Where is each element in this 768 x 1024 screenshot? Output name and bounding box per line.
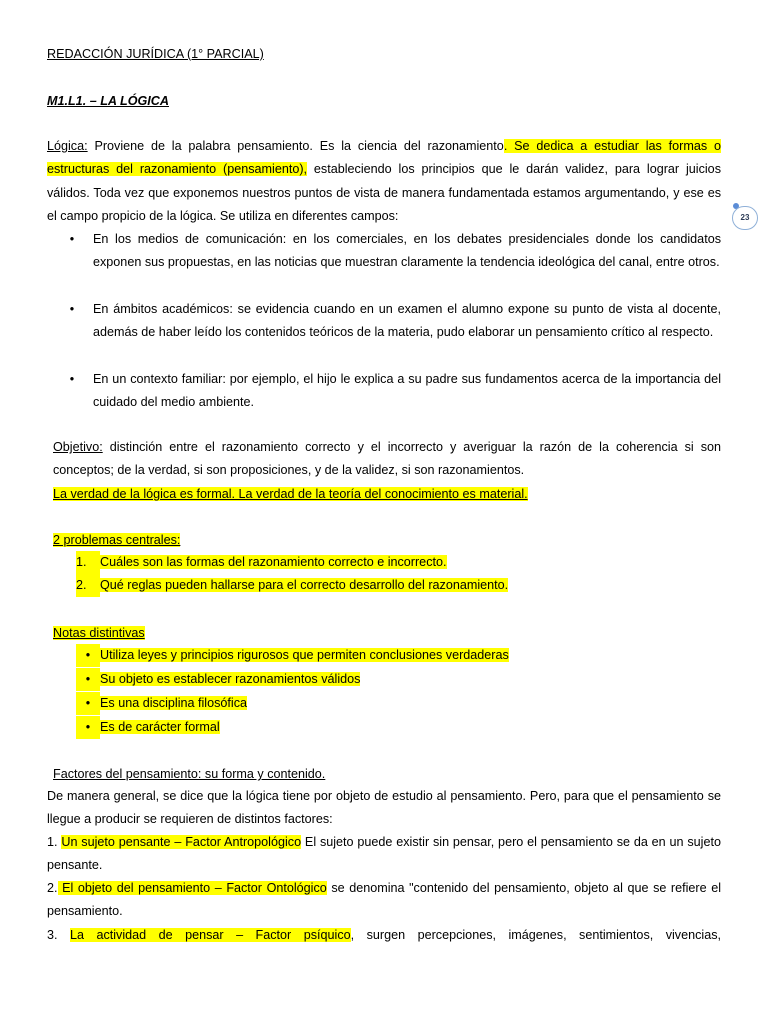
logica-text-2: estableciendo los principios que le darán validez, para lograr juicios válidos. Toda vez que exponemos nuestros puntos de vista de manera fundamentada estamos argumentando, y ese es el campo propicio de la lógica. Se utiliza en diferentes campos:: [47, 162, 721, 223]
verdad-text: La verdad de la lógica es formal. La verdad de la teoría del conocimiento es material.: [53, 487, 528, 501]
notas-title-text: Notas distintivas: [53, 626, 145, 640]
logica-highlight: . Se dedica a estudiar las formas o estructuras del razonamiento (pensamiento),: [47, 139, 721, 177]
factor-highlight: El objeto del pensamiento – Factor Ontológico: [57, 881, 327, 895]
objetivo-text: distinción entre el razonamiento correcto y el incorrecto y averiguar la razón de la coherencia si son conceptos; de la verdad, si son proposiciones, y de la validez, si son razonamientos.: [53, 440, 721, 478]
factores-title: [53, 766, 325, 782]
factores-intro-text: De manera general, se dice que la lógica tiene por objeto de estudio al pensamiento. Pero, para que el pensamiento se llegue a producir se requieren de distintos factores:: [47, 789, 721, 827]
page-badge: 23: [732, 206, 758, 230]
module-text: M1.L1. – LA LÓGICA: [47, 94, 169, 108]
objetivo-paragraph: [53, 436, 721, 483]
module-heading: [47, 93, 169, 109]
nota-text: Es de carácter formal: [100, 720, 220, 734]
factor-highlight: Un sujeto pensante – Factor Antropológico: [61, 835, 302, 849]
nota-item-2: [76, 668, 360, 691]
bullet-icon: •: [76, 692, 100, 715]
campo-text: En un contexto familiar: por ejemplo, el hijo le explica a su padre sus fundamentos acerca de la importancia del cuidado del medio ambiente.: [93, 372, 721, 410]
factor-number: 2.: [47, 881, 58, 895]
logica-paragraph: [47, 135, 721, 228]
logica-label: Lógica:: [47, 139, 88, 153]
problema-text: Cuáles son las formas del razonamiento correcto e incorrecto.: [100, 555, 447, 569]
nota-text: Es una disciplina filosófica: [100, 696, 248, 710]
bullet-icon: •: [76, 668, 100, 691]
nota-text: Utiliza leyes y principios rigurosos que permiten conclusiones verdaderas: [100, 648, 509, 662]
problema-number: 1.: [76, 551, 100, 574]
bullet-icon: •: [69, 302, 75, 316]
document-title: [47, 46, 264, 62]
logica-text-1: Proviene de la palabra pensamiento. Es la ciencia del razonamiento: [87, 139, 504, 153]
problema-item-2: [76, 574, 508, 597]
problemas-title: [53, 532, 180, 548]
problema-number: 2.: [76, 574, 100, 597]
factor-number: 3.: [47, 928, 70, 942]
problema-text: Qué reglas pueden hallarse para el correcto desarrollo del razonamiento.: [100, 578, 509, 592]
factores-intro: [47, 785, 721, 832]
nota-item-4: [76, 716, 220, 739]
notas-title: [53, 625, 145, 641]
bullet-icon: •: [69, 232, 75, 246]
problema-item-1: [76, 551, 447, 574]
factor-text: El sujeto puede existir sin pensar, pero el pensamiento se da en un sujeto pensante.: [47, 835, 721, 873]
bullet-icon: •: [76, 644, 100, 667]
nota-item-3: [76, 692, 247, 715]
nota-item-1: [76, 644, 509, 667]
nota-text: Su objeto es establecer razonamientos válidos: [100, 672, 361, 686]
objetivo-label: Objetivo:: [53, 440, 103, 454]
factor-item-1: [47, 831, 721, 878]
problemas-title-text: 2 problemas centrales:: [53, 533, 181, 547]
verdad-line: [53, 486, 528, 502]
factor-item-2: [47, 877, 721, 924]
bullet-icon: •: [69, 372, 75, 386]
campo-text: En los medios de comunicación: en los comerciales, en los debates presidenciales donde los candidatos exponen sus propuestas, en las noticias que muestran claramente la tendencia ideológica del canal, entre otros.: [93, 232, 721, 270]
campo-text: En ámbitos académicos: se evidencia cuando en un examen el alumno expone su punto de vista al docente, además de haber leído los contenidos teóricos de la materia, pudo elaborar un pensamiento crítico al respecto.: [93, 302, 721, 340]
bullet-icon: •: [76, 716, 100, 739]
factor-text: , surgen percepciones, imágenes, sentimientos, vivencias,: [350, 928, 721, 942]
factor-number: 1.: [47, 835, 62, 849]
factor-item-3: [47, 924, 721, 947]
factores-title-text: Factores del pensamiento: su forma y contenido.: [53, 767, 326, 781]
factor-text: se denomina "contenido del pensamiento, objeto al que se refiere el pensamiento.: [47, 881, 721, 919]
factor-highlight: La actividad de pensar – Factor psíquico: [69, 928, 351, 942]
title-text: REDACCIÓN JURÍDICA (1° PARCIAL): [47, 47, 264, 61]
